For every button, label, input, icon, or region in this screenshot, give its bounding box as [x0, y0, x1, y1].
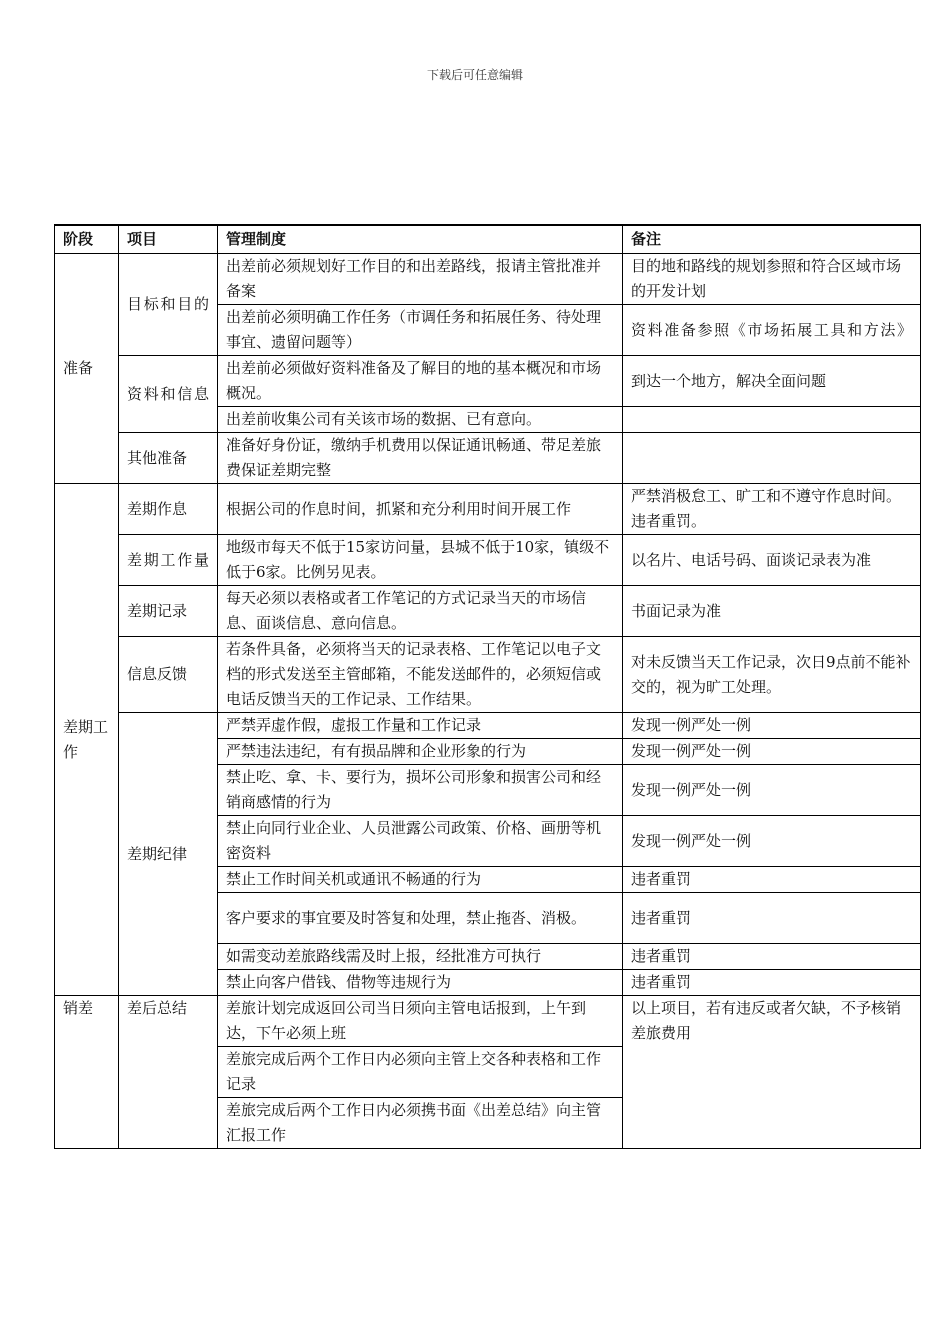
- note-cell: 以上项目，若有违反或者欠缺，不予核销差旅费用: [623, 996, 921, 1149]
- note-cell: 发现一例严处一例: [623, 713, 921, 739]
- item-cell: 差期纪律: [119, 713, 218, 996]
- note-cell: 发现一例严处一例: [623, 816, 921, 867]
- table-row: [55, 484, 921, 535]
- note-cell: 违者重罚: [623, 970, 921, 996]
- rule-cell: 禁止向客户借钱、借物等违规行为: [218, 970, 623, 996]
- note-cell: [623, 433, 921, 484]
- rule-cell: 若条件具备，必须将当天的记录表格、工作笔记以电子文档的形式发送至主管邮箱，不能发送邮件的，必须短信或电话反馈当天的工作记录、工作结果。: [218, 637, 623, 713]
- note-cell: 发现一例严处一例: [623, 765, 921, 816]
- rule-cell: 出差前必须明确工作任务（市调任务和拓展任务、待处理事宜、遗留问题等）: [218, 305, 623, 356]
- rule-cell: 客户要求的事宜要及时答复和处理，禁止拖沓、消极。: [218, 893, 623, 944]
- rule-cell: 出差前必须做好资料准备及了解目的地的基本概况和市场概况。: [218, 356, 623, 407]
- rule-cell: 准备好身份证，缴纳手机费用以保证通讯畅通、带足差旅费保证差期完整: [218, 433, 623, 484]
- table-row: [55, 433, 921, 484]
- item-cell: 差期作息: [119, 484, 218, 535]
- table-row: [55, 254, 921, 305]
- rule-cell: 严禁违法违纪，有有损品牌和企业形象的行为: [218, 739, 623, 765]
- rule-cell: 禁止向同行业企业、人员泄露公司政策、价格、画册等机密资料: [218, 816, 623, 867]
- rule-cell: 差旅完成后两个工作日内必须携书面《出差总结》向主管汇报工作: [218, 1098, 623, 1149]
- item-cell: 目标和目的: [119, 254, 218, 356]
- stage-cell: 准备: [55, 254, 119, 484]
- note-cell: 发现一例严处一例: [623, 739, 921, 765]
- table-row: [55, 535, 921, 586]
- rule-cell: 差旅计划完成返回公司当日须向主管电话报到，上午到达，下午必须上班: [218, 996, 623, 1047]
- table-row: [55, 356, 921, 407]
- item-cell: 差期工作量: [119, 535, 218, 586]
- rule-cell: 地级市每天不低于15家访问量，县城不低于10家，镇级不低于6家。比例另见表。: [218, 535, 623, 586]
- table-header-row: [55, 225, 921, 254]
- note-cell: 书面记录为准: [623, 586, 921, 637]
- rule-cell: 出差前收集公司有关该市场的数据、已有意向。: [218, 407, 623, 433]
- table-row: [55, 713, 921, 739]
- note-cell: 违者重罚: [623, 867, 921, 893]
- table-row: [55, 996, 921, 1047]
- rule-cell: 如需变动差旅路线需及时上报，经批准方可执行: [218, 944, 623, 970]
- note-cell: 对未反馈当天工作记录，次日9点前不能补交的，视为旷工处理。: [623, 637, 921, 713]
- stage-cell: 销差: [55, 996, 119, 1149]
- note-cell: 资料准备参照《市场拓展工具和方法》: [623, 305, 921, 356]
- travel-policy-table: [54, 224, 921, 1149]
- rule-cell: 禁止工作时间关机或通讯不畅通的行为: [218, 867, 623, 893]
- table-row: [55, 586, 921, 637]
- rule-cell: 根据公司的作息时间，抓紧和充分利用时间开展工作: [218, 484, 623, 535]
- note-cell: [623, 407, 921, 433]
- item-cell: 其他准备: [119, 433, 218, 484]
- item-cell: 信息反馈: [119, 637, 218, 713]
- item-cell: 差后总结: [119, 996, 218, 1149]
- note-cell: 违者重罚: [623, 944, 921, 970]
- table-row: [55, 637, 921, 713]
- note-cell: 到达一个地方，解决全面问题: [623, 356, 921, 407]
- header-rule: 管理制度: [218, 225, 623, 254]
- note-cell: 目的地和路线的规划参照和符合区域市场的开发计划: [623, 254, 921, 305]
- header-note: 备注: [623, 225, 921, 254]
- rule-cell: 禁止吃、拿、卡、要行为，损坏公司形象和损害公司和经销商感情的行为: [218, 765, 623, 816]
- note-cell: 以名片、电话号码、面谈记录表为准: [623, 535, 921, 586]
- rule-cell: 严禁弄虚作假，虚报工作量和工作记录: [218, 713, 623, 739]
- item-cell: 差期记录: [119, 586, 218, 637]
- rule-cell: 出差前必须规划好工作目的和出差路线，报请主管批准并备案: [218, 254, 623, 305]
- rule-cell: 每天必须以表格或者工作笔记的方式记录当天的市场信息、面谈信息、意向信息。: [218, 586, 623, 637]
- item-cell: 资料和信息: [119, 356, 218, 433]
- header-item: 项目: [119, 225, 218, 254]
- stage-cell: 差期工作: [55, 484, 119, 996]
- header-stage: 阶段: [55, 225, 119, 254]
- note-cell: 严禁消极怠工、旷工和不遵守作息时间。违者重罚。: [623, 484, 921, 535]
- page-header: 下载后可任意编辑: [426, 68, 523, 82]
- rule-cell: 差旅完成后两个工作日内必须向主管上交各种表格和工作记录: [218, 1047, 623, 1098]
- note-cell: 违者重罚: [623, 893, 921, 944]
